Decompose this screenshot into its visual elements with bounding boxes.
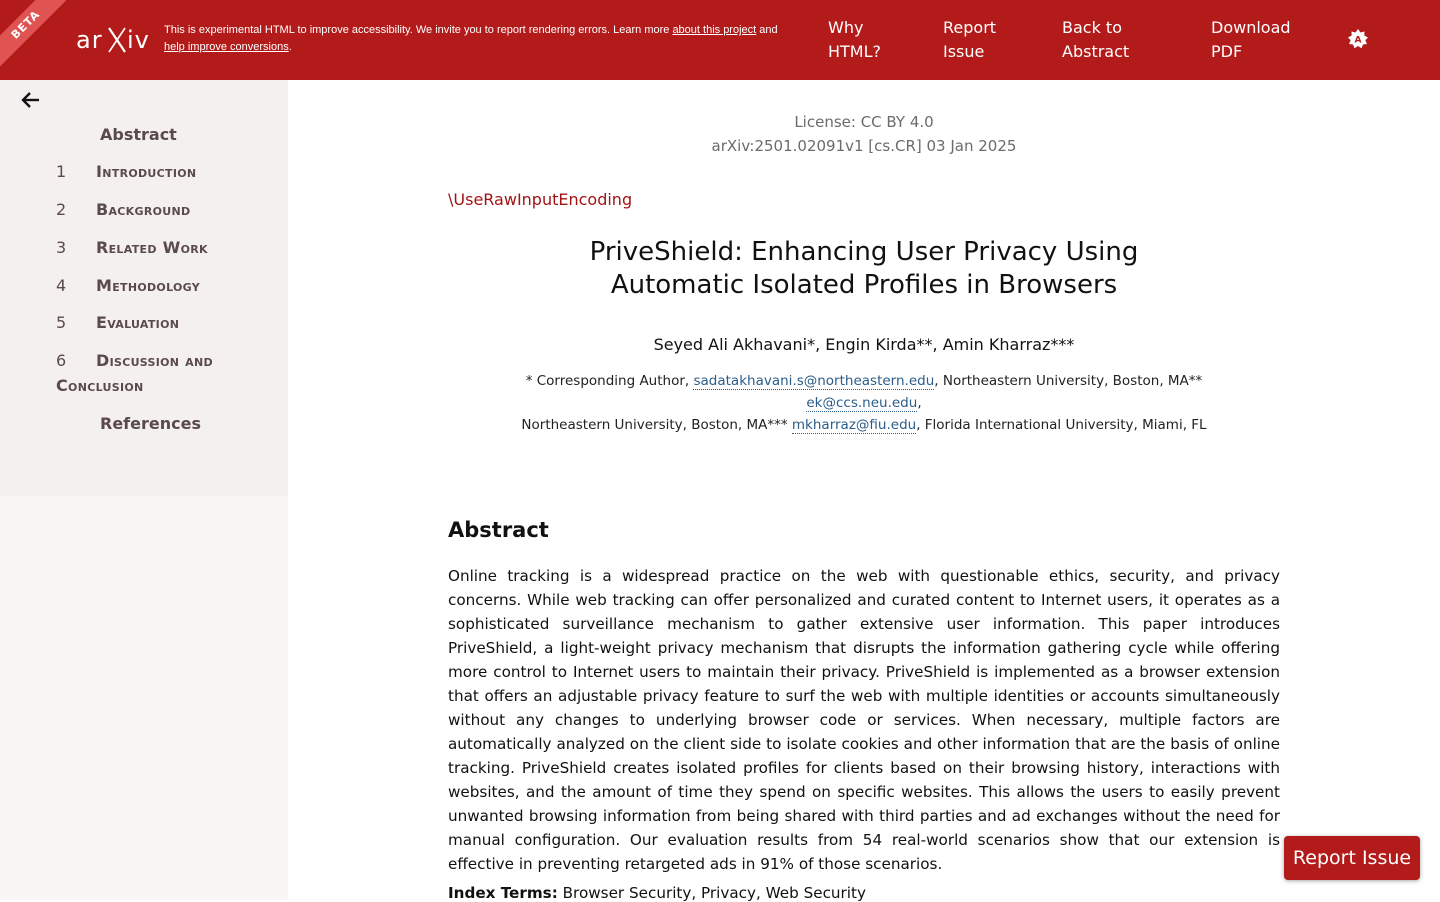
back-to-abstract-line1: Back to [1062, 18, 1122, 37]
help-improve-link[interactable]: help improve conversions [164, 41, 289, 53]
toc-item-background[interactable] [56, 200, 276, 222]
raw-encoding-macro: \UseRawInputEncoding [448, 190, 633, 209]
license-block [448, 110, 1280, 158]
toc-label: Methodology [96, 276, 200, 295]
experimental-notice [164, 22, 814, 56]
affil-text: , [917, 395, 922, 411]
why-html-line2: HTML? [828, 42, 882, 61]
toc-number: 3 [56, 238, 67, 257]
toc-item-introduction[interactable] [56, 162, 276, 184]
toc-item-evaluation[interactable] [56, 313, 276, 335]
toc-number: 4 [56, 276, 67, 295]
paper-title [564, 236, 1164, 302]
report-issue-link[interactable] [943, 16, 996, 64]
download-pdf-link[interactable] [1211, 16, 1291, 64]
toc-item-methodology[interactable] [56, 276, 276, 298]
toc-label: Introduction [96, 162, 197, 181]
affil-text: , Florida International University, Miami, FL [916, 417, 1207, 433]
about-project-link[interactable]: about this project [672, 24, 757, 36]
why-html-link[interactable] [828, 16, 881, 64]
theme-toggle-icon[interactable] [1347, 28, 1369, 50]
back-to-abstract-link[interactable] [1062, 16, 1129, 64]
author-list: Seyed Ali Akhavani*, Engin Kirda**, Amin Kharraz*** [653, 335, 1075, 354]
toc-label: References [100, 414, 201, 433]
toc-number: 2 [56, 200, 67, 219]
toc-label: Evaluation [96, 313, 180, 332]
license-text: License: CC BY 4.0 [794, 113, 934, 131]
index-terms-values: Browser Security, Privacy, Web Security [557, 884, 866, 902]
collapse-toc-arrow-icon[interactable] [20, 89, 42, 111]
svg-text:iv: iv [127, 26, 150, 54]
toc-label: Discussion and [96, 351, 213, 370]
toc-item-discussion[interactable] [56, 351, 276, 399]
arxiv-logo[interactable] [76, 22, 154, 58]
download-pdf-line1: Download [1211, 18, 1291, 37]
beta-ribbon: BETA [0, 0, 76, 75]
svg-text:ar: ar [76, 26, 103, 54]
back-to-abstract-line2: Abstract [1062, 42, 1130, 61]
email-link-kharraz[interactable]: mkharraz@fiu.edu [791, 417, 917, 433]
title-line2: Automatic Isolated Profiles in Browsers [610, 270, 1118, 300]
svg-text:A: A [1354, 35, 1362, 46]
email-link-akhavani[interactable]: sadatakhavani.s@northeastern.edu [693, 373, 935, 389]
index-terms-label: Index Terms: [448, 884, 558, 902]
report-issue-line1: Report [943, 18, 997, 37]
email-link-kirda[interactable]: ek@ccs.neu.edu [806, 395, 918, 411]
notice-end-text: . [288, 41, 292, 53]
arxiv-identifier: arXiv:2501.02091v1 [cs.CR] 03 Jan 2025 [711, 137, 1017, 155]
toc-item-references[interactable] [100, 414, 201, 433]
toc-item-related-work[interactable] [56, 238, 276, 260]
toc-label: Related Work [96, 238, 208, 257]
toc-number: 5 [56, 313, 67, 332]
affil-text: , Northeastern University, Boston, MA** [934, 373, 1203, 389]
toc-label-continued: Conclusion [56, 376, 144, 395]
affil-text: Northeastern University, Boston, MA*** [521, 417, 792, 433]
toc-label: Abstract [100, 125, 177, 144]
download-pdf-line2: PDF [1211, 42, 1243, 61]
toc-label: Background [96, 200, 191, 219]
article-content [448, 80, 1280, 900]
notice-mid-text: and [756, 24, 778, 36]
affil-text: * Corresponding Author, [525, 373, 694, 389]
why-html-line1: Why [828, 18, 864, 37]
toc-item-abstract[interactable] [100, 125, 177, 144]
index-terms [448, 884, 1280, 902]
toc-number: 1 [56, 162, 67, 181]
top-banner [0, 0, 1440, 80]
affiliations [468, 370, 1260, 436]
abstract-heading: Abstract [448, 518, 549, 542]
report-issue-line2: Issue [943, 42, 985, 61]
report-issue-floating-button[interactable]: Report Issue [1284, 836, 1420, 880]
notice-text: This is experimental HTML to improve accessibility. We invite you to report rendering errors. Learn more [164, 24, 673, 36]
toc-sidebar [0, 80, 288, 900]
abstract-body: Online tracking is a widespread practice on the web with questionable ethics, security, and privacy concerns. While web tracking can offer personalized and curated content to Internet users, it operates as a sophisticated surveillance mechanism to gather extensive user information. This paper introduces PriveShield, a light-weight privacy mechanism that disrupts the information gathering cycle while offering more control to Internet users to maintain their privacy. PriveShield is implemented as a browser extension that offers an adjustable privacy feature to surf the web with multiple identities or accounts simultaneously without any changes to underlying browser code or services. When necessary, multiple factors are automatically analyzed on the client side to isolate cookies and other information that are the basis of online tracking. PriveShield creates isolated profiles for clients based on their browsing history, interactions with websites, and the amount of time they spend on specific websites. This allows the users to easily prevent unwanted browsing information from being shared with third parties and ad exchanges without the need for manual configuration. Our evaluation results from 54 real-world scenarios show that our extension is effective in preventing retargeted ads in 91% of those scenarios. [448, 567, 1280, 873]
title-line1: PriveShield: Enhancing User Privacy Using [589, 237, 1139, 267]
toc-number: 6 [56, 351, 67, 370]
